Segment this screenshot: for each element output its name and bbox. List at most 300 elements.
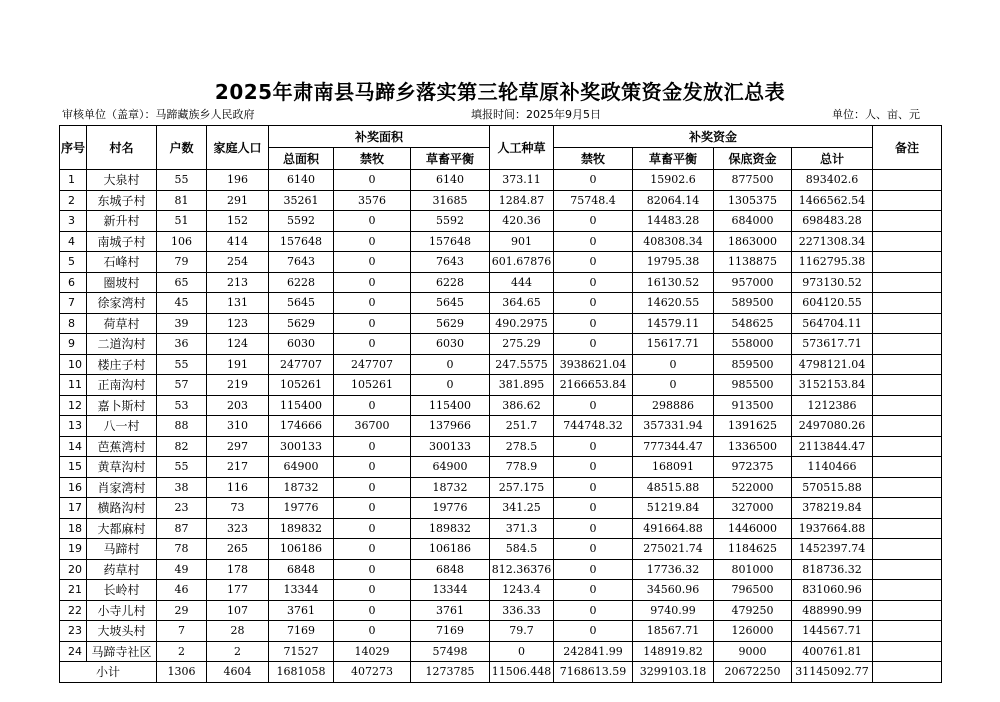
cell-grass: 812.36376 <box>490 559 554 580</box>
cell-remark <box>873 375 942 396</box>
cell-remark <box>873 539 942 560</box>
cell-ban: 0 <box>334 477 411 498</box>
cell-remark <box>873 641 942 662</box>
cell-ban: 0 <box>334 436 411 457</box>
cell-remark <box>873 313 942 334</box>
table-row <box>60 313 942 334</box>
cell-village: 嘉卜斯村 <box>87 395 157 416</box>
header-grazing-ban: 禁牧 <box>334 148 411 170</box>
cell-seq: 22 <box>60 600 87 621</box>
cell-households: 53 <box>157 395 207 416</box>
cell-fund-balance: 777344.47 <box>633 436 714 457</box>
cell-total-area: 6030 <box>269 334 334 355</box>
cell-balance: 18732 <box>411 477 490 498</box>
cell-ban: 3576 <box>334 190 411 211</box>
cell-fund-total: 2497080.26 <box>792 416 873 437</box>
cell-balance: 5645 <box>411 293 490 314</box>
cell-fund-guarantee: 796500 <box>714 580 792 601</box>
cell-total-area: 174666 <box>269 416 334 437</box>
cell-fund-total: 573617.71 <box>792 334 873 355</box>
cell-village: 八一村 <box>87 416 157 437</box>
cell-remark <box>873 334 942 355</box>
cell-fund-balance: 82064.14 <box>633 190 714 211</box>
cell-village: 马蹄寺社区 <box>87 641 157 662</box>
subtotal-label: 小计 <box>60 662 157 683</box>
header-artificial-grass: 人工种草 <box>490 126 554 170</box>
header-households: 户数 <box>157 126 207 170</box>
cell-grass: 420.36 <box>490 211 554 232</box>
cell-fund-total: 2271308.34 <box>792 231 873 252</box>
cell-balance: 57498 <box>411 641 490 662</box>
subtotal-fund-ban: 7168613.59 <box>554 662 633 683</box>
cell-grass: 364.65 <box>490 293 554 314</box>
cell-households: 7 <box>157 621 207 642</box>
cell-fund-guarantee: 479250 <box>714 600 792 621</box>
cell-village: 东城子村 <box>87 190 157 211</box>
subtotal-row <box>60 662 942 683</box>
cell-fund-ban: 0 <box>554 293 633 314</box>
cell-village: 肖家湾村 <box>87 477 157 498</box>
cell-balance: 300133 <box>411 436 490 457</box>
cell-fund-guarantee: 9000 <box>714 641 792 662</box>
cell-grass: 386.62 <box>490 395 554 416</box>
table-row <box>60 559 942 580</box>
cell-village: 圈坡村 <box>87 272 157 293</box>
cell-seq: 1 <box>60 170 87 191</box>
cell-fund-ban: 75748.4 <box>554 190 633 211</box>
table-row <box>60 231 942 252</box>
cell-grass: 0 <box>490 641 554 662</box>
cell-population: 414 <box>207 231 269 252</box>
cell-fund-total: 818736.32 <box>792 559 873 580</box>
cell-fund-balance: 14579.11 <box>633 313 714 334</box>
cell-fund-ban: 0 <box>554 395 633 416</box>
cell-households: 49 <box>157 559 207 580</box>
cell-fund-total: 973130.52 <box>792 272 873 293</box>
cell-population: 323 <box>207 518 269 539</box>
cell-population: 203 <box>207 395 269 416</box>
subtotal-population: 4604 <box>207 662 269 683</box>
cell-fund-total: 1212386 <box>792 395 873 416</box>
cell-seq: 10 <box>60 354 87 375</box>
cell-fund-total: 488990.99 <box>792 600 873 621</box>
table-row <box>60 621 942 642</box>
cell-population: 152 <box>207 211 269 232</box>
cell-total-area: 300133 <box>269 436 334 457</box>
cell-fund-guarantee: 327000 <box>714 498 792 519</box>
cell-village: 大都麻村 <box>87 518 157 539</box>
cell-village: 马蹄村 <box>87 539 157 560</box>
cell-grass: 79.7 <box>490 621 554 642</box>
cell-households: 2 <box>157 641 207 662</box>
cell-balance: 6030 <box>411 334 490 355</box>
cell-balance: 189832 <box>411 518 490 539</box>
header-fund-total: 总计 <box>792 148 873 170</box>
table-body <box>60 170 942 662</box>
table-row <box>60 293 942 314</box>
cell-balance: 6140 <box>411 170 490 191</box>
cell-fund-ban: 0 <box>554 477 633 498</box>
cell-fund-total: 570515.88 <box>792 477 873 498</box>
cell-remark <box>873 231 942 252</box>
cell-total-area: 106186 <box>269 539 334 560</box>
cell-remark <box>873 580 942 601</box>
cell-population: 123 <box>207 313 269 334</box>
cell-fund-guarantee: 684000 <box>714 211 792 232</box>
subtotal-households: 1306 <box>157 662 207 683</box>
cell-total-area: 13344 <box>269 580 334 601</box>
cell-fund-total: 378219.84 <box>792 498 873 519</box>
cell-grass: 247.5575 <box>490 354 554 375</box>
table-row <box>60 518 942 539</box>
header-area-group: 补奖面积 <box>269 126 490 148</box>
cell-ban: 0 <box>334 170 411 191</box>
cell-fund-ban: 0 <box>554 518 633 539</box>
cell-fund-ban: 0 <box>554 272 633 293</box>
cell-fund-total: 400761.81 <box>792 641 873 662</box>
cell-households: 36 <box>157 334 207 355</box>
fill-time: 填报时间：2025年9月5日 <box>471 108 601 121</box>
unit-label: 单位：人、亩、元 <box>832 108 920 121</box>
table-row <box>60 600 942 621</box>
cell-fund-balance: 408308.34 <box>633 231 714 252</box>
cell-balance: 19776 <box>411 498 490 519</box>
cell-fund-ban: 0 <box>554 211 633 232</box>
cell-total-area: 71527 <box>269 641 334 662</box>
subtotal-remark <box>873 662 942 683</box>
cell-fund-ban: 3938621.04 <box>554 354 633 375</box>
cell-fund-balance: 9740.99 <box>633 600 714 621</box>
cell-fund-guarantee: 126000 <box>714 621 792 642</box>
cell-ban: 0 <box>334 211 411 232</box>
cell-remark <box>873 190 942 211</box>
cell-fund-ban: 0 <box>554 580 633 601</box>
cell-population: 265 <box>207 539 269 560</box>
cell-ban: 0 <box>334 621 411 642</box>
subtotal-total-area: 1681058 <box>269 662 334 683</box>
cell-fund-total: 604120.55 <box>792 293 873 314</box>
cell-balance: 137966 <box>411 416 490 437</box>
cell-households: 81 <box>157 190 207 211</box>
cell-seq: 9 <box>60 334 87 355</box>
cell-total-area: 3761 <box>269 600 334 621</box>
cell-balance: 115400 <box>411 395 490 416</box>
cell-households: 106 <box>157 231 207 252</box>
cell-population: 217 <box>207 457 269 478</box>
page-title: 2025年肃南县马蹄乡落实第三轮草原补奖政策资金发放汇总表 <box>214 80 786 104</box>
cell-fund-ban: 2166653.84 <box>554 375 633 396</box>
cell-seq: 4 <box>60 231 87 252</box>
cell-balance: 5592 <box>411 211 490 232</box>
cell-grass: 341.25 <box>490 498 554 519</box>
cell-fund-guarantee: 522000 <box>714 477 792 498</box>
cell-fund-guarantee: 877500 <box>714 170 792 191</box>
cell-seq: 23 <box>60 621 87 642</box>
cell-population: 254 <box>207 252 269 273</box>
cell-grass: 336.33 <box>490 600 554 621</box>
cell-total-area: 19776 <box>269 498 334 519</box>
cell-ban: 14029 <box>334 641 411 662</box>
cell-ban: 0 <box>334 252 411 273</box>
cell-remark <box>873 252 942 273</box>
table-row <box>60 190 942 211</box>
cell-fund-ban: 0 <box>554 252 633 273</box>
table-row <box>60 334 942 355</box>
cell-ban: 0 <box>334 272 411 293</box>
cell-households: 29 <box>157 600 207 621</box>
cell-grass: 601.67876 <box>490 252 554 273</box>
cell-fund-guarantee: 859500 <box>714 354 792 375</box>
cell-fund-total: 893402.6 <box>792 170 873 191</box>
cell-fund-guarantee: 1446000 <box>714 518 792 539</box>
cell-balance: 31685 <box>411 190 490 211</box>
summary-table <box>59 125 942 683</box>
cell-remark <box>873 600 942 621</box>
cell-households: 51 <box>157 211 207 232</box>
cell-remark <box>873 354 942 375</box>
cell-ban: 0 <box>334 457 411 478</box>
cell-households: 45 <box>157 293 207 314</box>
cell-fund-ban: 0 <box>554 231 633 252</box>
cell-remark <box>873 211 942 232</box>
cell-village: 楼庄子村 <box>87 354 157 375</box>
cell-fund-guarantee: 1138875 <box>714 252 792 273</box>
cell-population: 28 <box>207 621 269 642</box>
cell-ban: 0 <box>334 580 411 601</box>
cell-fund-guarantee: 801000 <box>714 559 792 580</box>
cell-seq: 20 <box>60 559 87 580</box>
cell-grass: 257.175 <box>490 477 554 498</box>
cell-seq: 16 <box>60 477 87 498</box>
subtotal-ban: 407273 <box>334 662 411 683</box>
cell-village: 长岭村 <box>87 580 157 601</box>
cell-ban: 0 <box>334 539 411 560</box>
cell-ban: 0 <box>334 395 411 416</box>
cell-population: 2 <box>207 641 269 662</box>
cell-fund-ban: 744748.32 <box>554 416 633 437</box>
cell-seq: 2 <box>60 190 87 211</box>
cell-fund-total: 564704.11 <box>792 313 873 334</box>
table-row <box>60 170 942 191</box>
cell-households: 78 <box>157 539 207 560</box>
cell-seq: 21 <box>60 580 87 601</box>
cell-fund-balance: 357331.94 <box>633 416 714 437</box>
cell-seq: 13 <box>60 416 87 437</box>
cell-grass: 381.895 <box>490 375 554 396</box>
cell-remark <box>873 170 942 191</box>
cell-grass: 1284.87 <box>490 190 554 211</box>
cell-fund-balance: 19795.38 <box>633 252 714 273</box>
cell-fund-guarantee: 957000 <box>714 272 792 293</box>
cell-seq: 8 <box>60 313 87 334</box>
cell-fund-total: 698483.28 <box>792 211 873 232</box>
cell-total-area: 6228 <box>269 272 334 293</box>
cell-seq: 14 <box>60 436 87 457</box>
cell-grass: 371.3 <box>490 518 554 539</box>
cell-remark <box>873 272 942 293</box>
cell-fund-total: 1162795.38 <box>792 252 873 273</box>
cell-village: 徐家湾村 <box>87 293 157 314</box>
table-row <box>60 354 942 375</box>
cell-fund-total: 2113844.47 <box>792 436 873 457</box>
cell-village: 芭蕉湾村 <box>87 436 157 457</box>
table-row <box>60 416 942 437</box>
cell-balance: 7643 <box>411 252 490 273</box>
header-population: 家庭人口 <box>207 126 269 170</box>
cell-population: 107 <box>207 600 269 621</box>
cell-fund-guarantee: 1336500 <box>714 436 792 457</box>
cell-fund-balance: 14620.55 <box>633 293 714 314</box>
cell-households: 23 <box>157 498 207 519</box>
header-fund-group: 补奖资金 <box>554 126 873 148</box>
cell-seq: 7 <box>60 293 87 314</box>
subtotal-fund-total: 31145092.77 <box>792 662 873 683</box>
cell-seq: 15 <box>60 457 87 478</box>
cell-total-area: 157648 <box>269 231 334 252</box>
header-fund-ban: 禁牧 <box>554 148 633 170</box>
cell-population: 131 <box>207 293 269 314</box>
header-fund-balance: 草畜平衡 <box>633 148 714 170</box>
cell-seq: 24 <box>60 641 87 662</box>
cell-population: 291 <box>207 190 269 211</box>
cell-fund-balance: 14483.28 <box>633 211 714 232</box>
cell-grass: 251.7 <box>490 416 554 437</box>
cell-remark <box>873 477 942 498</box>
cell-balance: 13344 <box>411 580 490 601</box>
cell-village: 石峰村 <box>87 252 157 273</box>
cell-households: 88 <box>157 416 207 437</box>
cell-total-area: 7169 <box>269 621 334 642</box>
cell-village: 正南沟村 <box>87 375 157 396</box>
cell-total-area: 64900 <box>269 457 334 478</box>
cell-fund-ban: 0 <box>554 313 633 334</box>
cell-ban: 105261 <box>334 375 411 396</box>
cell-population: 191 <box>207 354 269 375</box>
cell-population: 178 <box>207 559 269 580</box>
cell-balance: 7169 <box>411 621 490 642</box>
table-row <box>60 580 942 601</box>
header-village: 村名 <box>87 126 157 170</box>
cell-population: 219 <box>207 375 269 396</box>
cell-fund-ban: 0 <box>554 559 633 580</box>
cell-ban: 36700 <box>334 416 411 437</box>
cell-village: 大坡头村 <box>87 621 157 642</box>
cell-fund-balance: 491664.88 <box>633 518 714 539</box>
header-balance: 草畜平衡 <box>411 148 490 170</box>
cell-fund-ban: 0 <box>554 436 633 457</box>
cell-fund-ban: 0 <box>554 539 633 560</box>
cell-total-area: 105261 <box>269 375 334 396</box>
cell-ban: 0 <box>334 559 411 580</box>
cell-remark <box>873 457 942 478</box>
cell-balance: 3761 <box>411 600 490 621</box>
cell-ban: 0 <box>334 498 411 519</box>
cell-balance: 0 <box>411 375 490 396</box>
cell-households: 39 <box>157 313 207 334</box>
cell-fund-ban: 242841.99 <box>554 641 633 662</box>
cell-balance: 6848 <box>411 559 490 580</box>
cell-grass: 778.9 <box>490 457 554 478</box>
cell-grass: 1243.4 <box>490 580 554 601</box>
cell-total-area: 6140 <box>269 170 334 191</box>
cell-fund-balance: 51219.84 <box>633 498 714 519</box>
cell-fund-guarantee: 1305375 <box>714 190 792 211</box>
cell-ban: 247707 <box>334 354 411 375</box>
cell-population: 73 <box>207 498 269 519</box>
cell-grass: 444 <box>490 272 554 293</box>
cell-fund-total: 1452397.74 <box>792 539 873 560</box>
cell-grass: 373.11 <box>490 170 554 191</box>
cell-households: 38 <box>157 477 207 498</box>
cell-remark <box>873 621 942 642</box>
cell-population: 297 <box>207 436 269 457</box>
cell-fund-guarantee: 548625 <box>714 313 792 334</box>
cell-fund-guarantee: 972375 <box>714 457 792 478</box>
cell-households: 55 <box>157 170 207 191</box>
cell-total-area: 115400 <box>269 395 334 416</box>
header-total-area: 总面积 <box>269 148 334 170</box>
subtotal-grass: 11506.448 <box>490 662 554 683</box>
cell-households: 57 <box>157 375 207 396</box>
cell-fund-balance: 18567.71 <box>633 621 714 642</box>
cell-fund-balance: 16130.52 <box>633 272 714 293</box>
cell-fund-ban: 0 <box>554 621 633 642</box>
cell-remark <box>873 293 942 314</box>
cell-village: 二道沟村 <box>87 334 157 355</box>
cell-ban: 0 <box>334 600 411 621</box>
cell-fund-guarantee: 913500 <box>714 395 792 416</box>
cell-grass: 278.5 <box>490 436 554 457</box>
cell-fund-total: 144567.71 <box>792 621 873 642</box>
cell-fund-total: 4798121.04 <box>792 354 873 375</box>
cell-seq: 5 <box>60 252 87 273</box>
cell-village: 小寺儿村 <box>87 600 157 621</box>
cell-seq: 18 <box>60 518 87 539</box>
cell-households: 46 <box>157 580 207 601</box>
cell-seq: 11 <box>60 375 87 396</box>
cell-fund-balance: 17736.32 <box>633 559 714 580</box>
cell-fund-ban: 0 <box>554 334 633 355</box>
cell-balance: 64900 <box>411 457 490 478</box>
cell-seq: 3 <box>60 211 87 232</box>
cell-fund-balance: 34560.96 <box>633 580 714 601</box>
cell-households: 55 <box>157 457 207 478</box>
cell-fund-balance: 148919.82 <box>633 641 714 662</box>
cell-total-area: 247707 <box>269 354 334 375</box>
cell-fund-ban: 0 <box>554 170 633 191</box>
cell-balance: 0 <box>411 354 490 375</box>
cell-fund-ban: 0 <box>554 600 633 621</box>
table-row <box>60 539 942 560</box>
subtotal-balance: 1273785 <box>411 662 490 683</box>
cell-population: 310 <box>207 416 269 437</box>
cell-seq: 6 <box>60 272 87 293</box>
cell-balance: 106186 <box>411 539 490 560</box>
cell-village: 黄草沟村 <box>87 457 157 478</box>
cell-total-area: 6848 <box>269 559 334 580</box>
cell-fund-total: 1140466 <box>792 457 873 478</box>
table-row <box>60 272 942 293</box>
cell-fund-ban: 0 <box>554 457 633 478</box>
cell-village: 新升村 <box>87 211 157 232</box>
cell-population: 196 <box>207 170 269 191</box>
cell-remark <box>873 436 942 457</box>
cell-ban: 0 <box>334 518 411 539</box>
table-row <box>60 641 942 662</box>
cell-fund-balance: 298886 <box>633 395 714 416</box>
cell-grass: 901 <box>490 231 554 252</box>
cell-grass: 490.2975 <box>490 313 554 334</box>
